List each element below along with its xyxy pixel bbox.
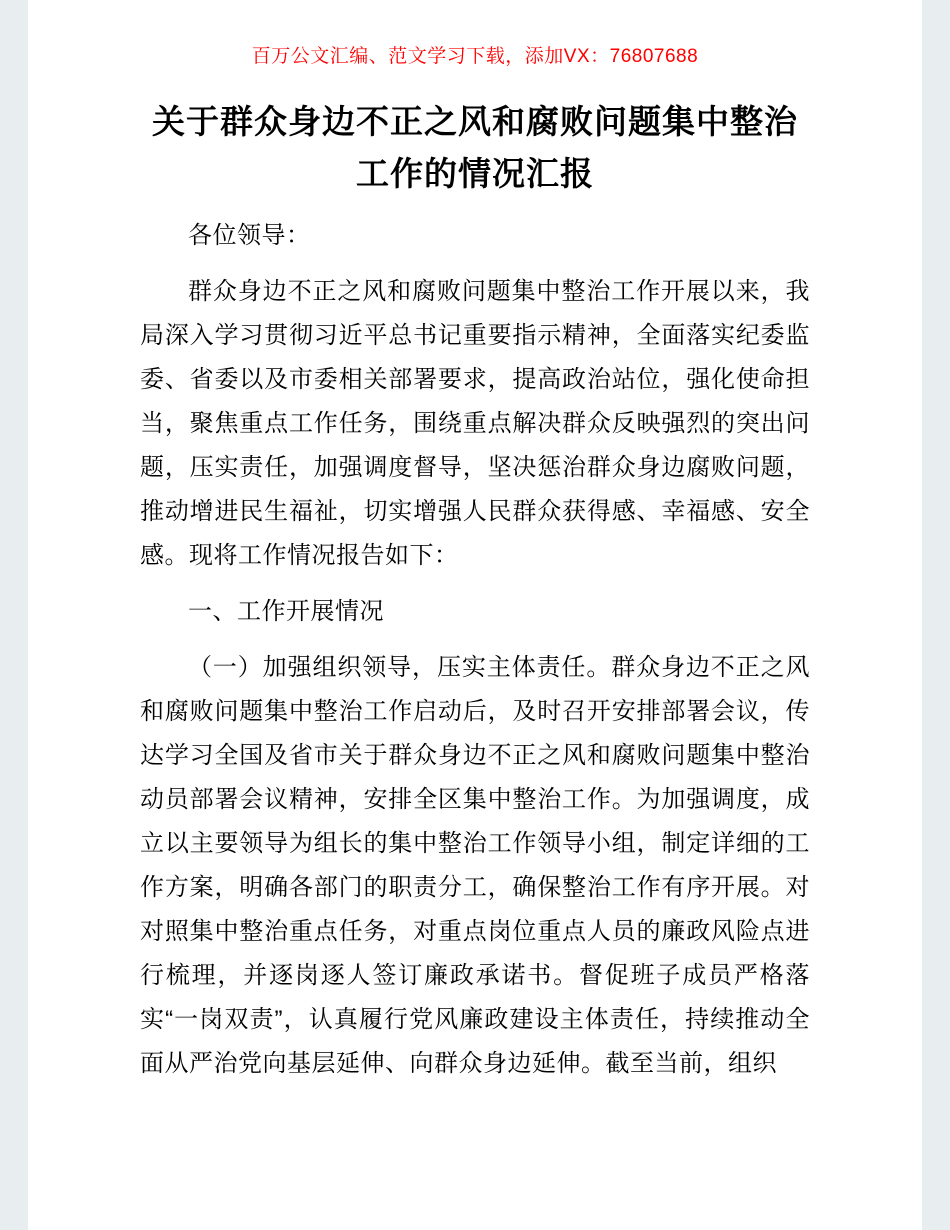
section-heading-work-progress: 一、工作开展情况 xyxy=(188,598,384,625)
document-title: 关于群众身边不正之风和腐败问题集中整治工作的情况汇报 xyxy=(152,103,798,192)
document-page xyxy=(28,0,922,1230)
paragraph-salutation: 各位领导： xyxy=(188,222,311,249)
header-notice: 百万公文汇编、范文学习下载，添加VX：76807688 xyxy=(251,46,699,67)
paragraph-intro: 群众身边不正之风和腐败问题集中整治工作开展以来，我局深入学习贯彻习近平总书记重要指示精神，全面落实纪委监委、省委以及市委相关部署要求，提高政治站位，强化使命担当，聚焦重点工作任务，围绕重点解决群众反映强烈的突出问题，压实责任，加强调度督导，坚决惩治群众身边腐败问题，推动增进民生福祉，切实增强人民群众获得感、幸福感、安全感。现将工作情况报告如下： xyxy=(140,278,810,569)
paragraph-section-one: （一）加强组织领导，压实主体责任。群众身边不正之风和腐败问题集中整治工作启动后，及时召开安排部署会议，传达学习全国及省市关于群众身边不正之风和腐败问题集中整治动员部署会议精神，安排全区集中整治工作。为加强调度，成立以主要领导为组长的集中整治工作领导小组，制定详细的工作方案，明确各部门的职责分工，确保整治工作有序开展。对对照集中整治重点任务，对重点岗位重点人员的廉政风险点进行梳理，并逐岗逐人签订廉政承诺书。督促班子成员严格落实“一岗双责”，认真履行党风廉政建设主体责任，持续推动全面从严治党向基层延伸、向群众身边延伸。截至当前，组织 xyxy=(140,654,810,1077)
